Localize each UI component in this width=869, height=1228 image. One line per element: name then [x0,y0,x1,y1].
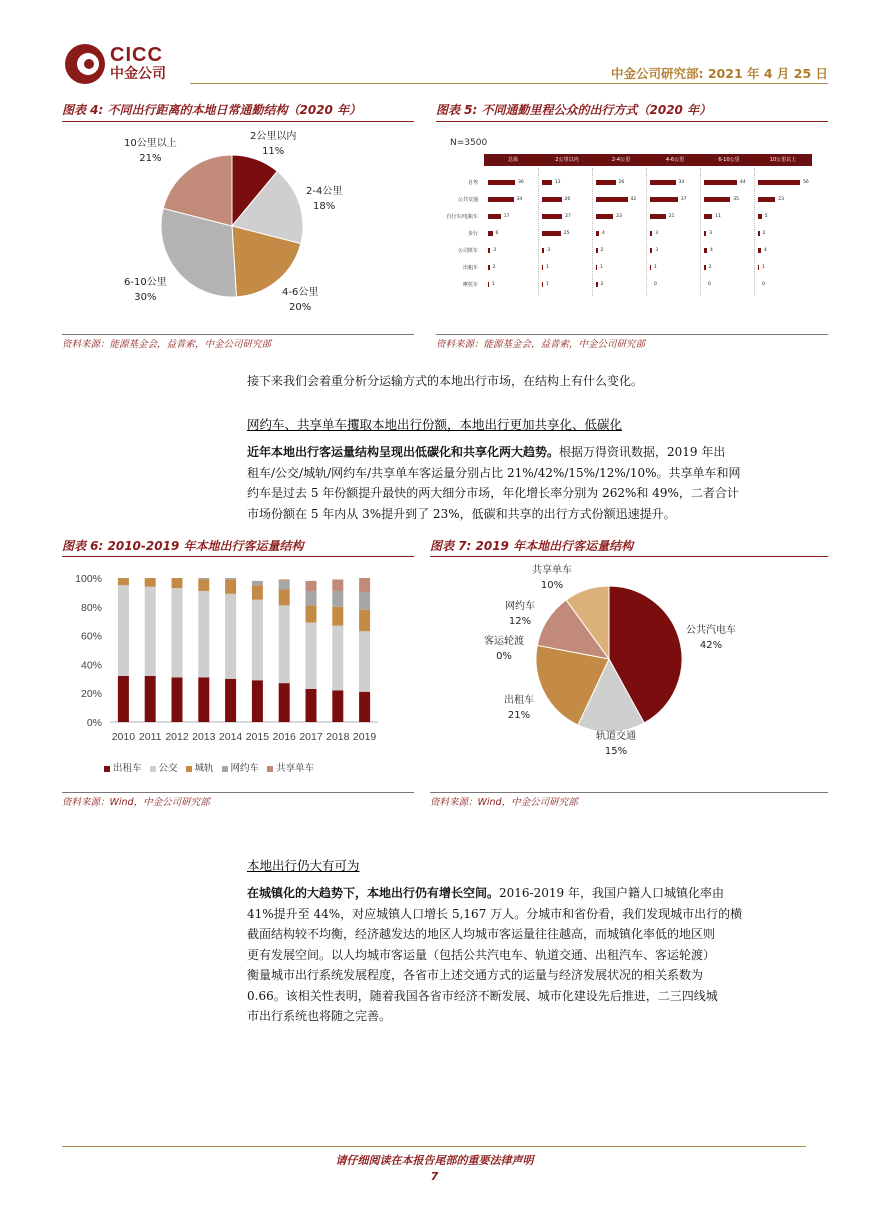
fig6-bar-2018-1 [332,626,343,691]
fig5-bar [704,180,737,185]
fig4-title: 图表 4: 不同出行距离的本地日常通勤结构（2020 年） [62,103,362,117]
paragraph-2 [247,442,827,524]
fig5-value-label: 4 [710,247,713,253]
fig6-bar-2016-0 [279,683,290,722]
fig5-row-label: 摩托车 [462,282,478,288]
fig6-xtick-label: 2018 [326,731,350,743]
fig5-value-label: 1 [546,281,549,287]
section-title-2: 本地出行仍大有可为 [247,858,360,873]
fig6-xtick-label: 2011 [138,731,162,743]
fig6-legend-swatch [150,766,156,772]
fig5-bar [542,248,544,253]
paragraph-3 [247,883,827,1027]
fig4-source-rule [62,334,414,335]
paragraph-3-line: 41%提升至 44%，对应城镇人口增长 5,167 万人。分城市和省份看，我们发现城市出行的横 [247,906,743,921]
fig5-bar [704,197,730,202]
fig5-column-header: 10公里以上 [769,157,797,163]
fig6-bar-2015-0 [252,680,263,722]
fig5-row-label: 出租车 [462,265,478,271]
fig6-bar-2012-2 [172,578,183,588]
fig5-column-divider [592,168,593,296]
fig5-bar [704,248,707,253]
fig5-value-label: 26 [618,179,625,185]
paragraph-2-line: 约车是过去 5 年份额提升最快的两大细分市场，年化增长率分别为 262%和 49%，二者合计 [247,486,739,500]
fig5-value-label: 35 [733,196,739,202]
fig6-bar-2011-1 [145,587,156,676]
fig5-bar [704,214,712,219]
fig5-bar [488,282,489,287]
fig5-table [446,154,818,300]
fig5-title-rule [436,121,828,122]
fig5-bar [488,180,515,185]
fig5-bar [596,282,598,287]
paragraph-3-line: 衡量城市出行系统发展程度，各省市上述交通方式的运量与经济发展状况的相关系数为 [247,968,704,982]
fig5-value-label: 1 [600,264,603,270]
logo-text-cn: 中金公司 [110,66,166,82]
fig5-n-label: N=3500 [450,138,488,148]
fig6-legend-swatch [267,766,273,772]
fig5-value-label: 3 [655,230,659,236]
fig5-bar [704,265,706,270]
fig6-bar-2017-3 [306,591,317,605]
paragraph-2-line: 租车/公交/城轨/网约车/共享单车客运量分别占比 21%/42%/15%/12%/10%。共享单车和网 [247,465,741,480]
paragraph-3-line: 市出行系统也将随之完善。 [247,1009,392,1023]
fig6-bar-2013-1 [198,591,209,677]
fig6-legend-label: 城轨 [194,763,214,774]
fig6-xtick-label: 2016 [272,731,296,743]
fig5-value-label: 44 [740,179,746,185]
fig5-bar [596,214,613,219]
fig6-bar-2013-3 [198,578,209,579]
fig6-legend-swatch [186,766,192,772]
fig6-bar-2017-0 [306,689,317,722]
fig5-bar [758,214,762,219]
fig5-value-label: 36 [518,179,524,185]
fig5-bar [542,197,562,202]
fig6-bar-2018-3 [332,591,343,607]
fig4-label-3: 6-10公里 30% [124,277,167,303]
fig7-label-4: 网约车 12% [505,601,535,627]
fig5-bar [650,231,652,236]
fig6-bar-2018-0 [332,690,343,722]
fig6-bar-2019-4 [359,578,370,592]
fig6-legend-item [267,760,314,774]
fig5-value-label: 2 [708,264,712,270]
fig5-value-label: 23 [616,213,622,219]
fig4-label-1: 2-4公里 18% [306,186,343,212]
fig6-bar-2015-1 [252,600,263,681]
fig6-bar-2017-4 [306,581,317,591]
fig5-bar [542,265,543,270]
paragraph-2-line: 市场份额在 5 年内从 3%提升到了 23%，低碳和共享的出行方式份额迅速提升。 [247,506,676,521]
fig5-value-label: 34 [516,196,523,202]
fig6-legend-label: 共享单车 [276,763,315,774]
fig5-value-label: 34 [678,179,685,185]
fig5-column-header: 6-10公里 [718,157,740,163]
fig5-column-header: 2-4公里 [611,157,631,163]
fig6-bar-2012-0 [172,677,183,722]
section-title-1: 网约车、共享单车攫取本地出行份额，本地出行更加共享化、低碳化 [247,417,623,432]
fig5-bar [596,248,598,253]
fig5-bar [488,214,501,219]
fig5-value-label: 37 [680,196,687,202]
fig5-value-label: 3 [655,247,659,253]
fig4-source: 资料来源：能源基金会，益普索，中金公司研究部 [62,339,272,350]
paragraph-3-lead: 在城镇化的大趋势下，本地出行仍有增长空间。 [247,886,500,900]
fig5-value-label: 0 [654,281,657,287]
fig5-bar [488,248,490,253]
fig5-column-header: 4-6公里 [665,157,685,163]
fig5-bar [488,197,514,202]
footer-disclaimer: 请仔细阅读在本报告尾部的重要法律声明 [335,1154,534,1167]
fig5-bar [758,197,775,202]
fig7-source-rule [430,792,828,793]
fig5-value-label: 1 [546,264,549,270]
fig5-value-label: 56 [803,179,809,185]
fig5-bar [596,231,599,236]
fig5-value-label: 11 [715,213,721,219]
fig5-value-label: 0 [708,281,711,287]
fig6-xtick-label: 2015 [245,731,270,743]
fig6-bar-2015-2 [252,585,263,599]
fig6-title: 图表 6: 2010-2019 年本地出行客运量结构 [62,539,304,553]
fig5-value-label: 25 [563,230,570,236]
fig6-bar-chart [62,560,414,750]
fig6-legend-label: 网约车 [230,763,260,774]
fig6-xtick-label: 2014 [218,731,243,743]
fig5-bar [596,180,616,185]
fig6-source: 资料来源：Wind，中金公司研究部 [62,797,210,808]
fig6-ytick-label: 80% [80,601,102,614]
fig6-legend-item [222,760,260,774]
fig5-value-label: 1 [762,264,765,270]
fig6-xtick-label: 2013 [192,731,216,743]
fig6-bar-2019-0 [359,692,370,722]
fig5-bar [704,282,705,287]
fig6-xtick-label: 2019 [352,731,377,743]
fig6-bar-2011-2 [145,578,156,587]
fig5-value-label: 3 [493,247,497,253]
fig6-bar-2016-4 [279,579,290,580]
fig7-label-2: 出租车 21% [504,695,534,721]
fig6-bar-2019-2 [359,610,370,632]
fig5-bar [542,231,561,236]
fig5-row-label: 步行 [467,231,478,237]
fig4-label-2: 4-6公里 20% [282,287,319,313]
fig6-bar-2018-2 [332,607,343,626]
fig5-value-label: 6 [495,230,499,236]
fig5-row-label: 公司班车 [457,248,478,254]
fig5-value-label: 1 [492,281,495,287]
fig6-legend [104,756,322,775]
fig5-row-label: 自行车/电瓶车 [446,214,478,220]
footer-divider [62,1146,806,1147]
fig5-value-label: 21 [668,213,675,219]
fig6-bar-2014-3 [225,578,236,579]
fig6-source-rule [62,792,414,793]
paragraph-3-line: 截面结构较不均衡，经济越发达的地区人均城市客运量往往越高，而城镇化率低的地区则 [247,927,716,941]
fig5-title: 图表 5: 不同通勤里程公众的出行方式（2020 年） [436,103,712,117]
fig4-title-rule [62,121,414,122]
fig5-value-label: 1 [654,264,657,270]
fig6-bar-2011-0 [145,676,156,722]
fig6-title-rule [62,556,414,557]
fig6-xtick-label: 2010 [111,731,136,743]
fig6-xtick-label: 2017 [299,731,323,743]
fig5-bar [758,265,759,270]
fig6-ytick-label: 40% [80,659,102,672]
fig6-bar-2019-1 [359,631,370,691]
fig6-legend-item [150,760,178,774]
fig6-legend-swatch [104,766,110,772]
fig5-bar [650,282,651,287]
fig6-legend-swatch [222,766,228,772]
report-date: 中金公司研究部: 2021 年 4 月 25 日 [611,66,828,81]
fig6-bar-2010-1 [118,585,129,676]
fig5-value-label: 0 [762,281,765,287]
fig6-bar-2018-4 [332,579,343,591]
fig6-bar-2017-2 [306,605,317,622]
fig5-value-label: 4 [602,230,605,236]
fig6-bar-2012-1 [172,588,183,677]
header-divider [190,83,828,84]
fig6-bar-2015-3 [252,581,263,585]
fig6-legend-item [186,760,214,774]
fig5-value-label: 4 [764,247,767,253]
logo-text: CICC [110,44,163,66]
fig6-legend-label: 出租车 [113,763,142,774]
paragraph-3-line: 更有发展空间。以人均城市客运量（包括公共汽电车、轨道交通、出租汽车、客运轮渡） [247,947,716,962]
fig7-label-1: 轨道交通 15% [596,731,636,757]
paragraph-3-line: 2016-2019 年，我国户籍人口城镇化率由 [499,886,724,900]
fig5-value-label: 42 [630,196,637,202]
fig5-column-divider [700,168,701,296]
fig5-value-label: 2 [492,264,496,270]
fig6-bar-2016-3 [279,581,290,590]
fig5-bar [542,180,552,185]
fig5-value-label: 3 [547,247,551,253]
fig5-bar [650,197,678,202]
fig5-bar [704,231,706,236]
fig6-legend-label: 公交 [158,763,178,774]
fig5-bar [758,180,800,185]
fig5-bar [650,248,652,253]
fig6-bar-2010-0 [118,676,129,722]
fig5-row-label: 自驾 [467,180,478,186]
fig4-label-4: 10公里以上 21% [124,138,177,164]
fig5-bar [596,265,597,270]
paragraph-3-line: 0.66。该相关性表明，随着我国各省市经济不断发展、城市化建设先后推进，二三四线城 [247,988,718,1003]
paragraph-intro: 接下来我们会着重分析分运输方式的本地出行市场，在结构上有什么变化。 [247,374,644,388]
fig5-value-label: 2 [600,247,604,253]
fig6-bar-2019-3 [359,592,370,609]
fig5-value-label: 13 [554,179,561,185]
fig5-value-label: 23 [778,196,784,202]
fig5-bar [596,197,628,202]
fig5-value-label: 3 [709,230,713,236]
paragraph-2-line: 根据万得资讯数据，2019 年出 [559,445,726,459]
fig5-bar [650,180,676,185]
paragraph-2-lead: 近年本地出行客运量结构呈现出低碳化和共享化两大趋势。 [247,445,560,459]
page-number: 7 [430,1170,439,1183]
fig5-source-rule [436,334,828,335]
fig5-bar [650,214,666,219]
fig5-column-divider [754,168,755,296]
fig5-value-label: 2 [600,281,604,287]
fig7-title: 图表 7: 2019 年本地出行客运量结构 [430,539,634,553]
fig6-bar-2016-1 [279,605,290,683]
fig5-bar [650,265,651,270]
fig5-value-label: 27 [565,213,571,219]
fig6-bar-2017-1 [306,623,317,689]
fig5-bar [488,231,493,236]
fig6-ytick-label: 60% [80,630,102,643]
fig4-label-0: 2公里以内 11% [250,131,297,157]
fig5-bar [488,265,490,270]
cicc-logo-icon [64,43,106,85]
fig4-pie-chart [62,124,414,330]
fig6-bar-2014-2 [225,579,236,593]
fig7-label-0: 公共汽电车 42% [686,625,736,651]
fig7-label-3: 客运轮渡 0% [484,636,524,662]
fig6-bar-2013-0 [198,677,209,722]
fig6-legend-item [104,760,142,774]
fig6-xtick-label: 2012 [165,731,189,743]
fig5-row-label: 公共交通 [457,197,478,203]
fig6-bar-2014-0 [225,679,236,722]
fig5-column-divider [646,168,647,296]
fig5-column-header: 总体 [507,157,518,163]
fig6-bar-2016-2 [279,590,290,606]
fig5-bar [758,248,761,253]
fig5-bar [758,282,759,287]
fig5-bar [758,231,760,236]
fig5-value-label: 26 [564,196,571,202]
fig5-source: 资料来源：能源基金会，益普索，中金公司研究部 [436,339,646,350]
fig5-value-label: 5 [764,213,768,219]
fig6-bar-2014-1 [225,594,236,679]
fig5-column-header: 2公里以内 [555,157,579,163]
fig6-ytick-label: 100% [75,573,102,585]
fig7-label-5: 共享单车 10% [532,565,572,591]
fig6-bar-2010-2 [118,578,129,585]
fig6-ytick-label: 0% [86,717,102,729]
fig5-value-label: 17 [503,213,510,219]
fig5-value-label: 2 [762,230,766,236]
fig6-ytick-label: 20% [80,688,102,701]
fig6-bar-2013-2 [198,579,209,591]
fig7-title-rule [430,556,828,557]
fig5-column-divider [538,168,539,296]
fig5-bar [542,282,543,287]
fig5-bar [542,214,562,219]
fig7-source: 资料来源：Wind，中金公司研究部 [430,797,578,808]
